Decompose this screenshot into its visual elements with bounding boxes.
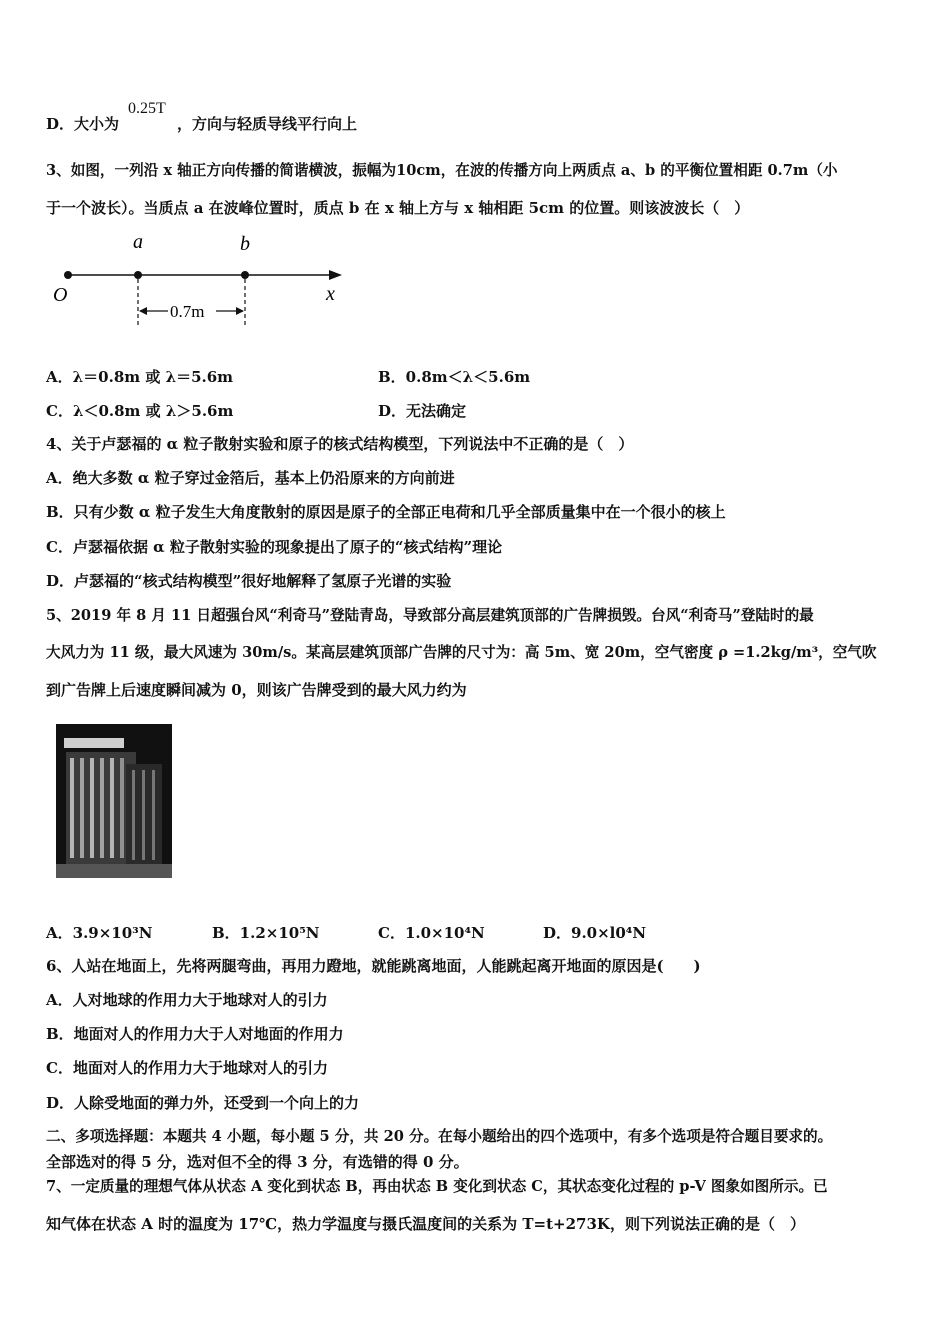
q6-option-b: B．地面对人的作用力大于人对地面的作用力 (46, 1025, 344, 1043)
q3-stem-line1: 3、如图，一列沿 x 轴正方向传播的简谐横波，振幅为10cm，在波的传播方向上两质点 a、b 的平衡位置相距 0.7m（小 (46, 162, 838, 179)
q3-option-a: A．λ＝0.8m 或 λ＝5.6m (46, 368, 234, 386)
point-a-label: a (133, 231, 143, 253)
q5-stem-line1: 5、2019 年 8 月 11 日超强台风“利奇马”登陆青岛，导致部分高层建筑顶部的广告牌损毁。台风“利奇马”登陆时的最 (46, 607, 814, 624)
section2-heading-line1: 二、多项选择题：本题共 4 小题，每小题 5 分，共 20 分。在每小题给出的四个选项中，有多个选项是符合题目要求的。 (46, 1128, 833, 1145)
billboard-sign (64, 738, 124, 748)
q4-option-c: C．卢瑟福依据 α 粒子散射实验的现象提出了原子的“核式结构”理论 (46, 538, 503, 556)
x-axis-label: x (326, 283, 335, 305)
q2-option-d-rest: ，方向与轻质导线平行向上 (177, 115, 358, 133)
dim-arrow-left (139, 307, 147, 315)
q2-option-d-label: D．大小为 (46, 115, 120, 133)
q3-option-c: C．λ＜0.8m 或 λ＞5.6m (46, 402, 234, 420)
point-a (134, 271, 142, 279)
q5-stem-line3: 到广告牌上后速度瞬间减为 0，则该广告牌受到的最大风力约为 (46, 681, 467, 699)
q5-option-d: D．9.0×l0⁴N (543, 924, 647, 942)
q4-option-a: A．绝大多数 α 粒子穿过金箔后，基本上仍沿原来的方向前进 (46, 469, 455, 487)
q3-stem-line2: 于一个波长）。当质点 a 在波峰位置时，质点 b 在 x 轴上方与 x 轴相距 5cm 的位置。则该波波长（ ） (46, 199, 750, 217)
q4-option-d: D．卢瑟福的“核式结构模型”很好地解释了氢原子光谱的实验 (46, 572, 452, 590)
q5-option-a: A．3.9×10³N (46, 924, 153, 942)
q6-option-c: C．地面对人的作用力大于地球对人的引力 (46, 1059, 328, 1077)
dim-arrow-right (236, 307, 244, 315)
q3-option-b: B．0.8m＜λ＜5.6m (378, 368, 531, 386)
origin-point (64, 271, 72, 279)
point-b (241, 271, 249, 279)
q4-stem: 4、关于卢瑟福的 α 粒子散射实验和原子的核式结构模型，下列说法中不正确的是（ ） (46, 435, 634, 453)
building-billboard-photo (56, 724, 172, 878)
distance-label: 0.7m (170, 302, 205, 321)
q2-option-d-value: 0.25T (128, 100, 166, 117)
q5-stem-line2: 大风力为 11 级，最大风速为 30m/s。某高层建筑顶部广告牌的尺寸为：高 5m、宽 20m，空气密度 ρ =1.2kg/m³，空气吹 (46, 644, 877, 661)
section2-heading-line2: 全部选对的得 5 分，选对但不全的得 3 分，有选错的得 0 分。 (46, 1153, 469, 1171)
q4-option-b: B．只有少数 α 粒子发生大角度散射的原因是原子的全部正电荷和几乎全部质量集中在一个很小的核上 (46, 503, 726, 521)
point-b-label: b (240, 233, 250, 255)
q5-option-c: C．1.0×10⁴N (378, 924, 485, 942)
q6-stem: 6、人站在地面上，先将两腿弯曲，再用力蹬地，就能跳离地面，人能跳起离开地面的原因是( ) (46, 957, 701, 975)
q5-option-b: B．1.2×10⁵N (212, 924, 320, 942)
q3-option-d: D．无法确定 (378, 402, 467, 420)
q2-option-d (46, 114, 357, 134)
q6-option-d: D．人除受地面的弹力外，还受到一个向上的力 (46, 1094, 360, 1112)
q6-option-a: A．人对地球的作用力大于地球对人的引力 (46, 991, 328, 1009)
origin-label: O (53, 284, 68, 306)
q7-stem-line2: 知气体在状态 A 时的温度为 17℃，热力学温度与摄氏温度间的关系为 T=t+273K，则下列说法正确的是（ ） (46, 1215, 805, 1233)
x-axis-arrowhead (329, 270, 342, 280)
q7-stem-line1: 7、一定质量的理想气体从状态 A 变化到状态 B，再由状态 B 变化到状态 C，其状态变化过程的 p-V 图象如图所示。已 (46, 1178, 828, 1195)
wave-axis-figure (44, 228, 354, 333)
